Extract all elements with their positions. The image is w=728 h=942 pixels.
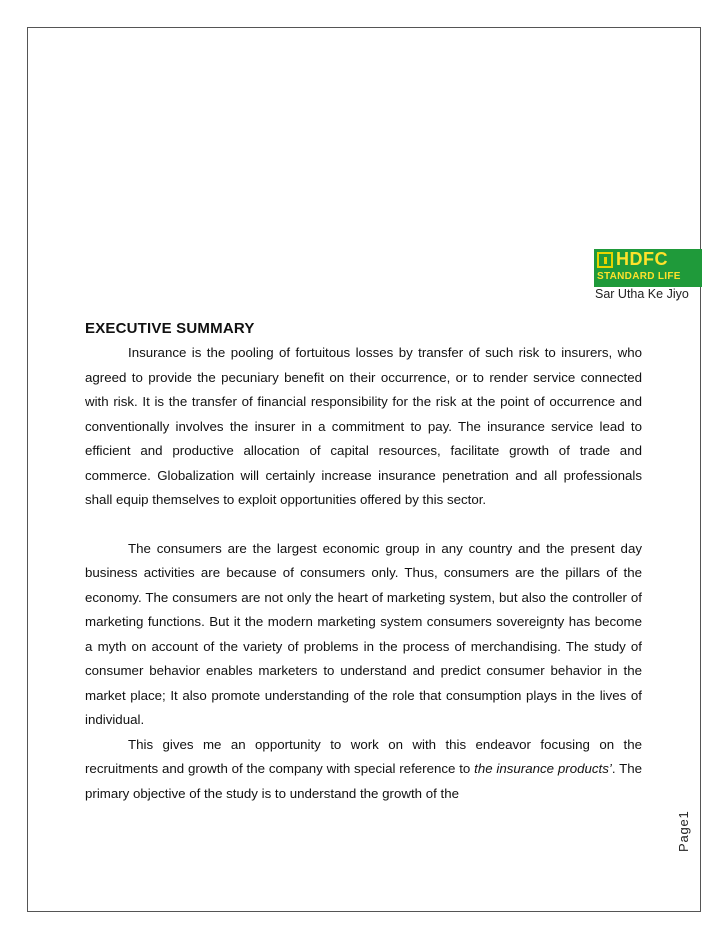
paragraph-1: Insurance is the pooling of fortuitous losses by transfer of such risk to insurers, who agreed to provide the pecuniary benefit on their occurrence, or to render service connected with risk. It is the transfer of financial responsibility for the risk at the point of occurrence and conventionally involves the insurer in a commitment to pay. The insurance service lead to efficient and productive allocation of capital resources, facilitate growth of trade and commerce. Globalization will certainly increase insurance penetration and all professionals shall equip themselves to exploit opportunities offered by this sector. [85, 345, 642, 507]
paragraph-3-tail: . The primary objective of the study is to understand the growth of the [85, 761, 642, 801]
logo-mark-icon [597, 252, 613, 268]
hdfc-standard-life-logo [594, 249, 702, 305]
paragraph-3-italic: the insurance products’ [474, 761, 612, 776]
document-body [85, 320, 642, 806]
logo-brand: HDFC [616, 249, 668, 269]
paragraph-3 [85, 733, 642, 807]
paragraph-2: The consumers are the largest economic group in any country and the present day business activities are because of consumers only. Thus, consumers are the pillars of the economy. The consumers are not only the heart of marketing system, but also the controller of marketing functions. But it the modern marketing system consumers sovereignty has become a myth on account of the variety of problems in the process of merchandising. The study of consumer behavior enables marketers to understand and predict consumer behavior in the market place; It also promote understanding of the role that consumption plays in the lives of individual. [85, 540, 642, 727]
logo-subtitle: STANDARD LIFE [597, 271, 681, 282]
paragraph-gap [85, 513, 642, 537]
section-heading: EXECUTIVE SUMMARY [85, 320, 255, 337]
logo-green-box [594, 249, 702, 287]
paragraph-3-text: This gives me an opportunity to work on with this endeavor focusing on the recruitments and growth of the company with special reference to [85, 736, 642, 776]
page-number-label: Page1 [676, 810, 691, 852]
logo-tagline: Sar Utha Ke Jiyo [595, 287, 689, 301]
